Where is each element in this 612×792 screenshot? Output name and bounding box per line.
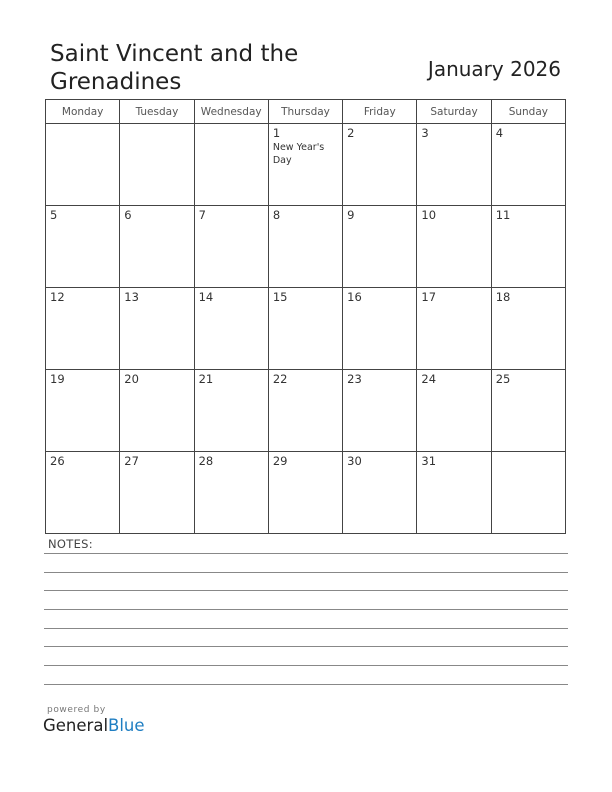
- day-cell: [120, 452, 194, 534]
- day-cell: [343, 370, 417, 452]
- weekday-thursday: Thursday: [268, 100, 342, 124]
- day-cell: [343, 124, 417, 206]
- note-line: [44, 628, 568, 629]
- day-number: 24: [421, 372, 437, 386]
- weekday-tuesday: Tuesday: [120, 100, 194, 124]
- day-number: 22: [272, 372, 288, 386]
- generalblue-logo: [43, 716, 145, 735]
- day-cell: [120, 370, 194, 452]
- note-line: [44, 684, 568, 685]
- day-cell: [417, 124, 491, 206]
- weekday-friday: Friday: [343, 100, 417, 124]
- day-number: 4: [495, 126, 504, 140]
- day-number: 25: [495, 372, 511, 386]
- day-cell: [343, 206, 417, 288]
- day-number: 26: [50, 454, 65, 468]
- day-number: 10: [421, 208, 437, 222]
- day-number: 23: [347, 372, 362, 386]
- week-row-4: [46, 370, 566, 452]
- day-cell: [194, 124, 268, 206]
- note-line: [44, 572, 568, 573]
- day-number: 16: [347, 290, 362, 304]
- month-label: January 2026: [427, 57, 561, 81]
- day-cell: [268, 124, 342, 206]
- day-cell: [46, 452, 120, 534]
- day-cell: [46, 370, 120, 452]
- day-cell: [194, 370, 268, 452]
- title-line-1: Saint Vincent and the: [50, 41, 299, 67]
- week-row-5: [46, 452, 566, 534]
- weekday-header-row: [46, 100, 566, 124]
- notes-label: NOTES:: [48, 537, 93, 551]
- note-line: [44, 646, 568, 647]
- day-cell: [268, 370, 342, 452]
- day-number: 11: [495, 208, 511, 222]
- day-cell: [194, 452, 268, 534]
- week-row-1: [46, 124, 566, 206]
- day-cell: [417, 206, 491, 288]
- day-cell: [194, 288, 268, 370]
- weekday-sunday: Sunday: [491, 100, 565, 124]
- day-cell: [120, 206, 194, 288]
- calendar-title: [50, 40, 298, 96]
- day-number: 1: [272, 126, 281, 140]
- day-number: 5: [50, 208, 58, 222]
- day-number: 18: [495, 290, 511, 304]
- day-cell: [120, 124, 194, 206]
- logo-text-blue: Blue: [108, 716, 145, 735]
- weekday-monday: Monday: [46, 100, 120, 124]
- note-line: [44, 590, 568, 591]
- day-number: 6: [124, 208, 132, 222]
- title-line-2: Grenadines: [50, 69, 182, 95]
- weekday-wednesday: Wednesday: [194, 100, 268, 124]
- day-number: 19: [50, 372, 65, 386]
- day-cell: [194, 206, 268, 288]
- calendar-grid: [45, 99, 566, 534]
- powered-by-text: powered by: [47, 705, 106, 715]
- day-cell: [491, 370, 565, 452]
- day-cell: [46, 124, 120, 206]
- day-number: 7: [198, 208, 206, 222]
- day-number: 8: [272, 208, 281, 222]
- day-cell: [491, 206, 565, 288]
- day-cell: [491, 288, 565, 370]
- note-line: [44, 553, 568, 554]
- day-number: 20: [124, 372, 139, 386]
- day-cell: [491, 124, 565, 206]
- week-row-2: [46, 206, 566, 288]
- logo-text-general: General: [43, 716, 109, 735]
- day-cell: [343, 288, 417, 370]
- day-cell: [120, 288, 194, 370]
- note-line: [44, 609, 568, 610]
- day-cell: [491, 452, 565, 534]
- day-number: 31: [421, 454, 437, 468]
- day-cell: [417, 452, 491, 534]
- day-number: 15: [272, 290, 288, 304]
- day-cell: [268, 206, 342, 288]
- day-number: 13: [124, 290, 139, 304]
- note-line: [44, 665, 568, 666]
- day-cell: [417, 370, 491, 452]
- day-number: 21: [198, 372, 214, 386]
- day-cell: [46, 206, 120, 288]
- weekday-saturday: Saturday: [417, 100, 491, 124]
- day-number: 14: [198, 290, 214, 304]
- day-number: 9: [347, 208, 355, 222]
- holiday-label: New Year's Day: [272, 142, 325, 166]
- day-number: 2: [347, 126, 355, 140]
- day-number: 30: [347, 454, 362, 468]
- day-cell: [417, 288, 491, 370]
- day-cell: [343, 452, 417, 534]
- day-number: 17: [421, 290, 437, 304]
- day-number: 12: [50, 290, 65, 304]
- day-cell: [46, 288, 120, 370]
- day-number: 28: [198, 454, 214, 468]
- day-number: 27: [124, 454, 139, 468]
- day-number: 29: [272, 454, 288, 468]
- day-cell: [268, 288, 342, 370]
- day-cell: [268, 452, 342, 534]
- day-number: 3: [421, 126, 429, 140]
- week-row-3: [46, 288, 566, 370]
